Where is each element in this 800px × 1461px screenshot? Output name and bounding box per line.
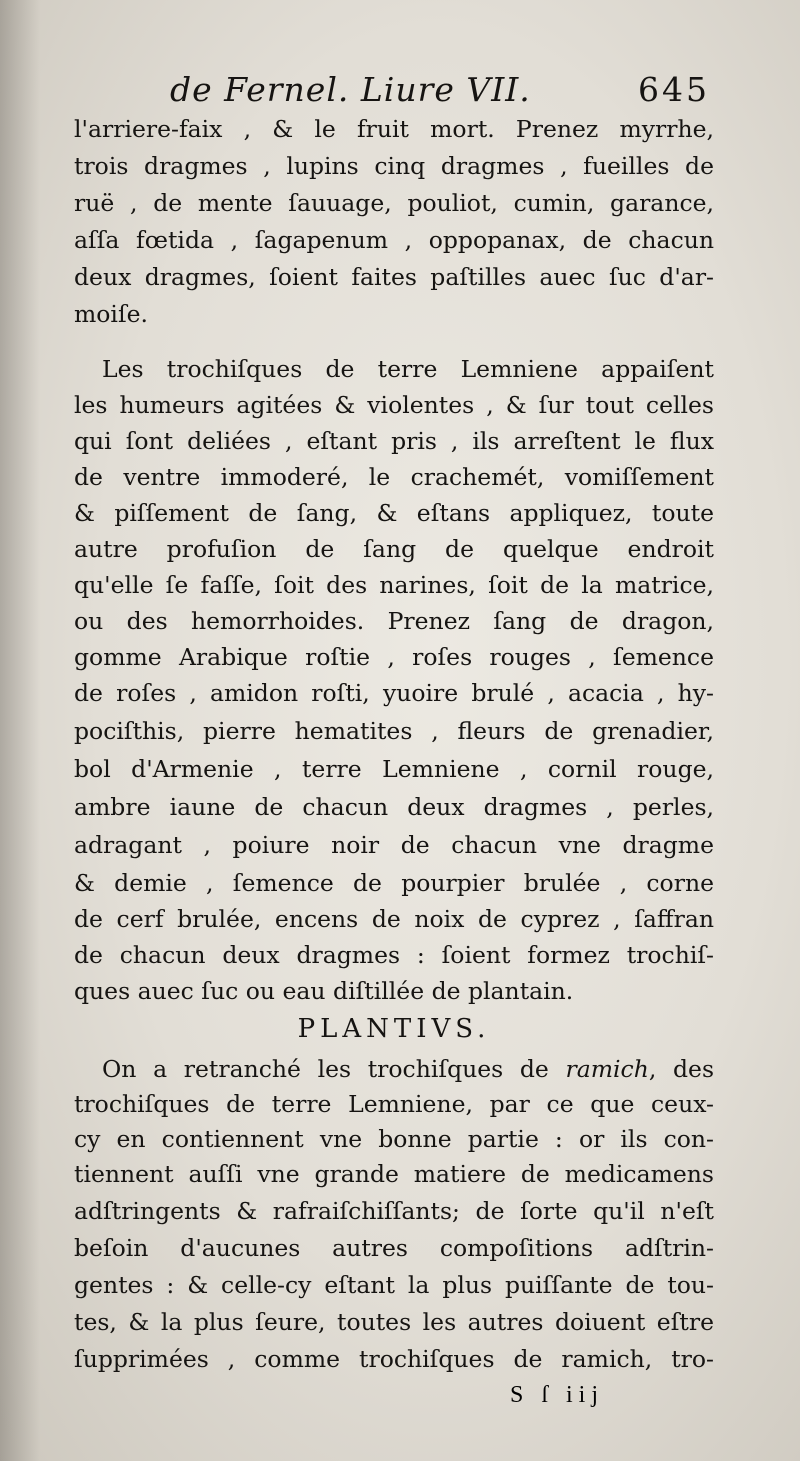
text-line: qu'elle ſe faſſe, ſoit des narines, ſoit de la matrice, <box>74 571 714 599</box>
text-line: de roſes , amidon roſti, yuoire brulé , acacia , hy- <box>74 679 714 707</box>
text-line: moiſe. <box>74 300 149 328</box>
text-line: ou des hemorrhoides. Prenez ſang de dragon, <box>74 607 714 635</box>
text-line: & demie , ſemence de pourpier brulée , corne <box>74 869 714 897</box>
text-line: bol d'Armenie , terre Lemniene , cornil rouge, <box>74 755 714 783</box>
text-line: gentes : & celle-cy eſtant la plus puiſſante de tou- <box>74 1271 714 1299</box>
text-line <box>102 1050 714 1088</box>
text-line: l'arriere-faix , & le fruit mort. Prenez myrrhe, <box>74 115 714 143</box>
text-line: ruë , de mente ſauuage, pouliot, cumin, garance, <box>74 189 714 217</box>
text-line: autre profuſion de ſang de quelque endroit <box>74 535 714 563</box>
text-run: On a retranché les trochiſques de <box>102 1055 566 1083</box>
text-line: gomme Arabique roſtie , roſes rouges , ſemence <box>74 643 714 671</box>
text-line: & piſſement de ſang, & eſtans appliquez, toute <box>74 499 714 527</box>
text-line: de cerf brulée, encens de noix de cyprez , ſaffran <box>74 905 714 933</box>
text-line: adſtringents & rafraiſchiſſants; de ſorte qu'il n'eſt <box>74 1197 714 1225</box>
italic-term: ramich <box>565 1055 649 1083</box>
signature-mark: S ſ iij <box>510 1382 605 1408</box>
text-line: aſſa fœtida , ſagapenum , oppopanax, de chacun <box>74 226 714 254</box>
page-number: 645 <box>638 70 710 109</box>
text-line: de ventre immoderé, le crachemét, vomiſſement <box>74 463 714 491</box>
text-line: ques auec ſuc ou eau diſtillée de plantain. <box>74 977 574 1005</box>
gutter-shadow <box>0 0 40 1461</box>
text-line: deux dragmes, ſoient faites paſtilles auec ſuc d'ar- <box>74 263 714 291</box>
running-head-title: de Fernel. Liure VII. <box>170 70 531 109</box>
text-line: adragant , poiure noir de chacun vne dragme <box>74 831 714 859</box>
text-run: , des <box>648 1055 714 1083</box>
text-line: ſupprimées , comme trochiſques de ramich, tro- <box>74 1345 714 1373</box>
text-line: Les trochiſques de terre Lemniene appaiſent <box>102 355 714 383</box>
text-line: cy en contiennent vne bonne partie : or ils con- <box>74 1125 714 1153</box>
text-line: trois dragmes , lupins cinq dragmes , fueilles de <box>74 152 714 180</box>
text-line: qui ſont deliées , eſtant pris , ils arreſtent le flux <box>74 427 714 455</box>
text-line: tiennent auſſi vne grande matiere de medicamens <box>74 1160 714 1188</box>
text-line: les humeurs agitées & violentes , & ſur tout celles <box>74 391 714 419</box>
text-line: tes, & la plus ſeure, toutes les autres doiuent eſtre <box>74 1308 714 1336</box>
text-line: beſoin d'aucunes autres compoſitions adſtrin- <box>74 1234 714 1262</box>
text-line: de chacun deux dragmes : ſoient formez trochiſ- <box>74 941 714 969</box>
text-line: ambre iaune de chacun deux dragmes , perles, <box>74 793 714 821</box>
section-heading: PLANTIVS. <box>297 1014 491 1044</box>
text-line: pociſthis, pierre hematites , fleurs de grenadier, <box>74 717 714 745</box>
text-line: trochiſques de terre Lemniene, par ce que ceux- <box>74 1090 714 1118</box>
